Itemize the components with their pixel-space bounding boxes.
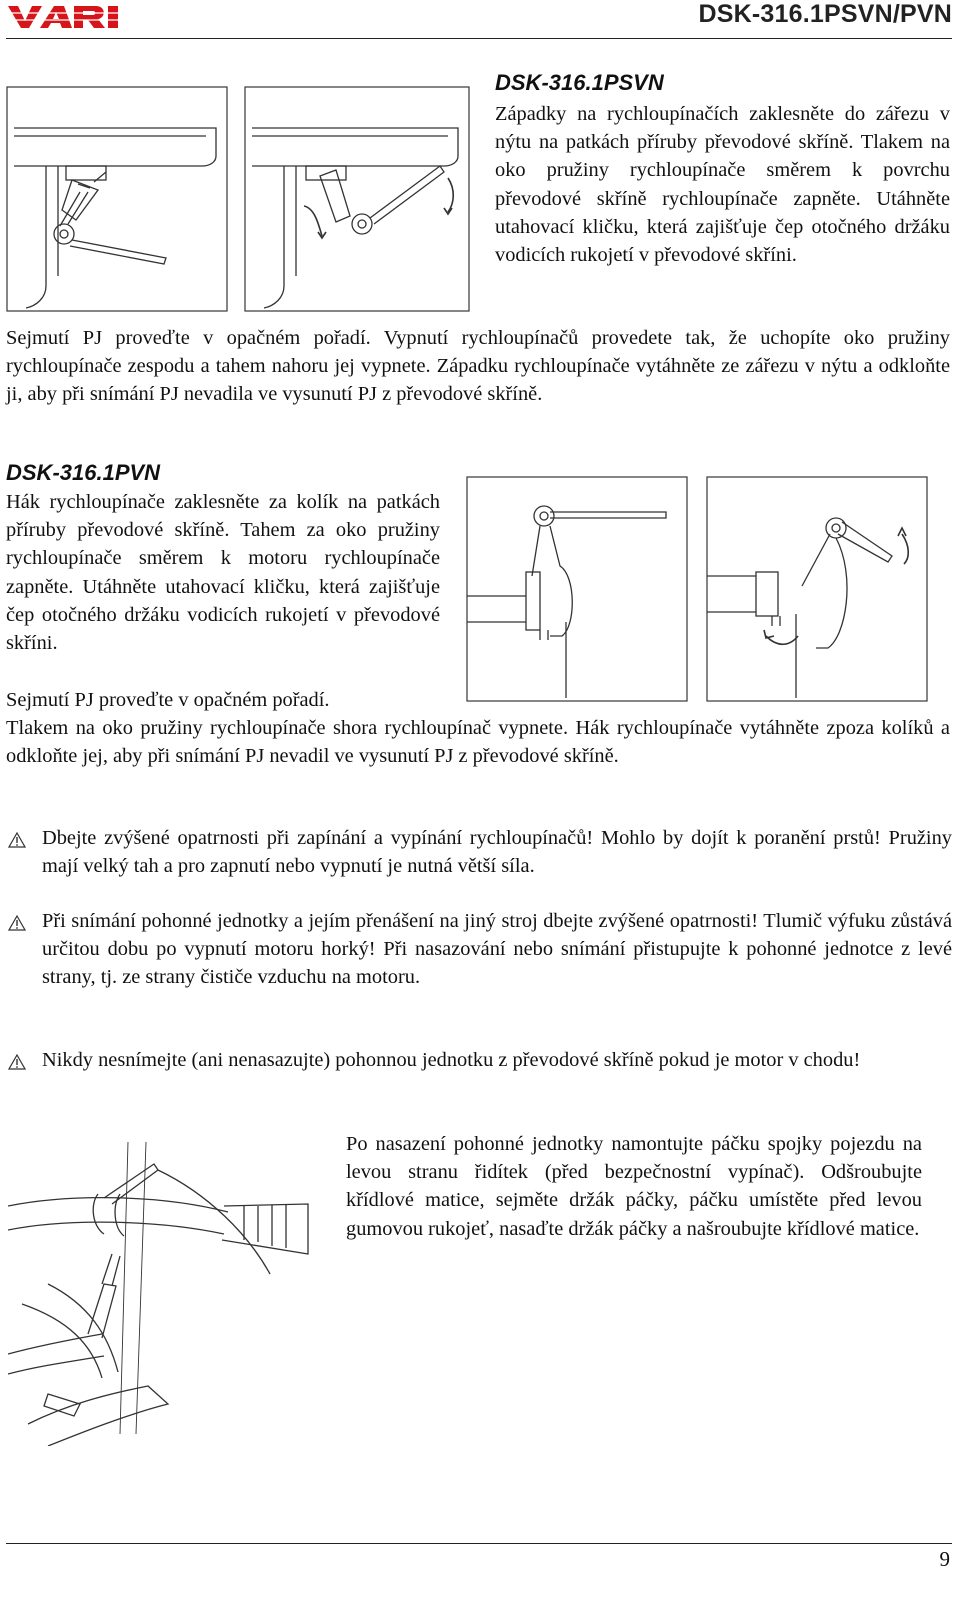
warning-block-1: [8, 824, 952, 884]
figure-psvn-clamp-open: [244, 86, 470, 312]
section-heading-psvn: DSK-316.1PSVN: [495, 70, 664, 95]
footer-rule: [6, 1543, 952, 1544]
figure-clutch-lever-handlebar: [8, 1134, 322, 1446]
pvn-removal-text: Tlakem na oko pružiny rychloupínače shora rychloupínač vypnete. Hák rychloupínače vytáhněte zpoza kolíků a odkloňte jej, aby při snímání PJ nevadil ve vysunutí PJ z převodové skříně.: [6, 717, 950, 768]
header-rule: [6, 38, 952, 39]
warning-text-3: Nikdy nesnímejte (ani nenasazujte) pohonnou jednotku z převodové skříně pokud je motor v chodu!: [42, 1049, 861, 1071]
figure-psvn-clamp-closed: [6, 86, 228, 312]
logo-text: VARI: [6, 4, 9, 5]
section-heading-pvn: DSK-316.1PVN: [6, 460, 161, 485]
pvn-mounting-text: Hák rychloupínače zaklesněte za kolík na patkách příruby převodové skříně. Tahem za oko pružiny rychloupínače směrem k motoru rychloupínače zapněte. Utáhněte utahovací kličku, která zajišťuje čep otočného držáku vodicích rukojetí v převodové skříni.: [6, 491, 440, 655]
vari-logo: [6, 4, 130, 30]
page-number: 9: [939, 1547, 950, 1571]
figure-pvn-hook-closed: [466, 476, 688, 702]
clutch-lever-instructions: Po nasazení pohonné jednotky namontujte páčku spojky pojezdu na levou stranu řidítek (před bezpečnostní vypínač). Odšroubujte křídlové matice, sejměte držák páčky, páčku umístěte před levou gumovou rukojeť, nasaďte držák páčky a našroubujte křídlové matice.: [346, 1133, 922, 1240]
warning-triangle-icon: [8, 832, 26, 848]
warning-text-1: Dbejte zvýšené opatrnosti při zapínání a vypínání rychloupínačů! Mohlo by dojít k poranění prstů! Pružiny mají velký tah a pro zapnutí nebo vypnutí je nutná větší síla.: [42, 827, 952, 878]
psvn-removal-text: Sejmutí PJ proveďte v opačném pořadí. Vypnutí rychloupínačů provedete tak, že uchopíte oko pružiny rychloupínače zespodu a tahem nahoru jej vypnete. Západku rychloupínače vytáhněte ze zářezu v nýtu a odkloňte ji, aby při snímání PJ nevadila ve vysunutí PJ z převodové skříně.: [6, 327, 950, 406]
psvn-mounting-text: Západky na rychloupínačích zaklesněte do zářezu v nýtu na patkách příruby převodové skříně. Tlakem na oko pružiny rychloupínače směrem k povrchu převodové skříně rychloupínače zapněte. Utáhněte utahovací kličku, která zajišťuje čep otočného držáku vodicích rukojetí v převodové skříni.: [495, 103, 950, 267]
warning-triangle-icon: [8, 1054, 26, 1070]
warning-block-3: [8, 1046, 952, 1106]
warning-text-2: Při snímání pohonné jednotky a jejím přenášení na jiný stroj dbejte zvýšené opatrnosti! Tlumič výfuku zůstává určitou dobu po vypnutí motoru horký! Při nasazování nebo snímání přistupujte k pohonné jednotce z levé strany, tj. ze strany čističe vzduchu na motoru.: [42, 910, 952, 989]
warning-triangle-icon: [8, 915, 26, 931]
document-title: DSK-316.1PSVN/PVN: [698, 0, 952, 28]
pvn-removal-order-text: Sejmutí PJ proveďte v opačném pořadí.: [6, 689, 330, 711]
warning-block-2: [8, 907, 952, 1023]
figure-pvn-hook-open: [706, 476, 928, 702]
